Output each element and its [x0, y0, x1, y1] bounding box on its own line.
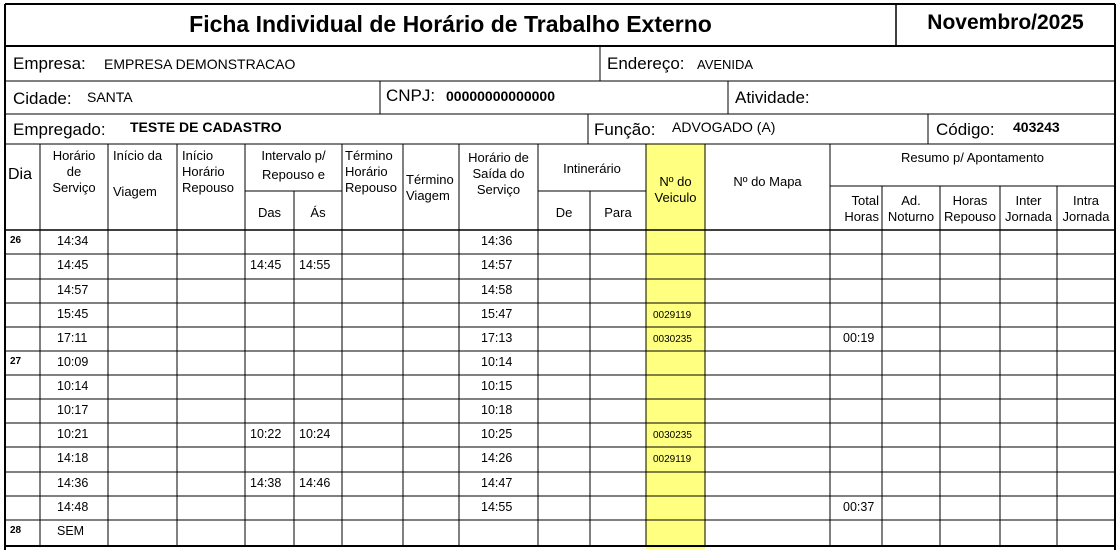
veiculo-cell: 0029119 [653, 454, 692, 465]
period: Novembro/2025 [927, 11, 1084, 34]
horario-cell: 17:11 [57, 331, 88, 345]
empresa-label: Empresa: [13, 54, 86, 73]
total-horas-cell: 00:37 [843, 500, 875, 514]
horario-cell: 14:18 [57, 451, 89, 465]
codigo-value: 403243 [1013, 119, 1060, 135]
header-termino-viagem: Término Viagem [406, 172, 454, 203]
horario-cell: SEM [57, 524, 85, 538]
saida-cell: 10:18 [481, 403, 513, 417]
header-dia: Dia [8, 166, 33, 183]
header-inicio-viagem: Início da Viagem [113, 148, 163, 199]
saida-cell: 10:25 [481, 427, 513, 441]
horario-cell: 10:14 [57, 379, 89, 393]
intervalo-as-cell: 14:46 [299, 476, 331, 490]
cnpj-label: CNPJ: [386, 86, 436, 105]
endereco-value: AVENIDA [697, 57, 754, 72]
header-horas-repouso: Horas Repouso [943, 193, 997, 224]
header-intra-jornada: Intra Jornada [1062, 193, 1110, 224]
veiculo-cell: 0030235 [653, 430, 692, 441]
intervalo-as-cell: 14:55 [299, 258, 331, 272]
saida-cell: 14:47 [481, 476, 513, 490]
horario-cell: 14:36 [57, 476, 89, 490]
header-termino-repouso: Término Horário Repouso [345, 148, 398, 195]
cidade-value: SANTA [87, 89, 133, 105]
cidade-label: Cidade: [13, 89, 72, 108]
saida-cell: 14:55 [481, 500, 513, 514]
horario-cell: 10:21 [57, 427, 89, 441]
intervalo-das-cell: 14:38 [250, 476, 282, 490]
dia-cell: 26 [10, 235, 22, 246]
header-das: Das [257, 205, 282, 220]
horario-cell: 14:45 [57, 258, 89, 272]
header-mapa: Nº do Mapa [733, 174, 802, 189]
header-horario-servico: Horário de Serviço [52, 148, 96, 195]
saida-cell: 14:26 [481, 451, 513, 465]
header-inicio-repouso: Início Horário Repouso [182, 148, 235, 195]
header-total-horas: Total Horas [844, 193, 879, 224]
empresa-value: EMPRESA DEMONSTRACAO [104, 56, 296, 72]
saida-cell: 14:58 [481, 283, 513, 297]
saida-cell: 10:14 [481, 355, 513, 369]
endereco-label: Endereço: [607, 54, 685, 73]
intervalo-as-cell: 10:24 [299, 427, 331, 441]
funcao-value: ADVOGADO (A) [672, 119, 776, 135]
veiculo-cell: 0030235 [653, 334, 692, 345]
veiculo-cell: 0029119 [653, 310, 692, 321]
empregado-label: Empregado: [13, 120, 106, 139]
codigo-label: Código: [936, 120, 995, 139]
cnpj-value: 00000000000000 [446, 88, 556, 104]
atividade-label: Atividade: [735, 88, 810, 107]
header-veiculo: Nº do Veiculo [654, 174, 697, 205]
header-as: Ás [310, 205, 326, 220]
saida-cell: 14:57 [481, 258, 513, 272]
form-title: Ficha Individual de Horário de Trabalho Externo [189, 11, 712, 37]
header-inter-jornada: Inter Jornada [1005, 193, 1052, 224]
horario-cell: 10:17 [57, 403, 89, 417]
total-horas-cell: 00:19 [843, 331, 875, 345]
funcao-label: Função: [594, 120, 656, 139]
dia-cell: 28 [10, 525, 22, 536]
saida-cell: 15:47 [481, 307, 513, 321]
horario-cell: 14:48 [57, 500, 89, 514]
horario-cell: 15:45 [57, 307, 89, 321]
header-de: De [555, 205, 573, 220]
header-saida-servico: Horário de Saída do Serviço [468, 150, 529, 197]
horario-cell: 10:09 [57, 355, 89, 369]
horario-cell: 14:34 [57, 234, 89, 248]
intervalo-das-cell: 10:22 [250, 427, 282, 441]
saida-cell: 17:13 [481, 331, 513, 345]
header-itinerario: Intinerário [563, 161, 621, 176]
horario-cell: 14:57 [57, 283, 89, 297]
header-ad-noturno: Ad. Noturno [887, 193, 935, 224]
header-resumo: Resumo p/ Apontamento [900, 150, 1045, 165]
header-intervalo: Intervalo p/ Repouso e [261, 148, 326, 182]
header-para: Para [604, 205, 632, 220]
saida-cell: 10:15 [481, 379, 513, 393]
saida-cell: 14:36 [481, 234, 513, 248]
intervalo-das-cell: 14:45 [250, 258, 282, 272]
empregado-value: TESTE DE CADASTRO [130, 119, 282, 135]
dia-cell: 27 [10, 356, 22, 367]
